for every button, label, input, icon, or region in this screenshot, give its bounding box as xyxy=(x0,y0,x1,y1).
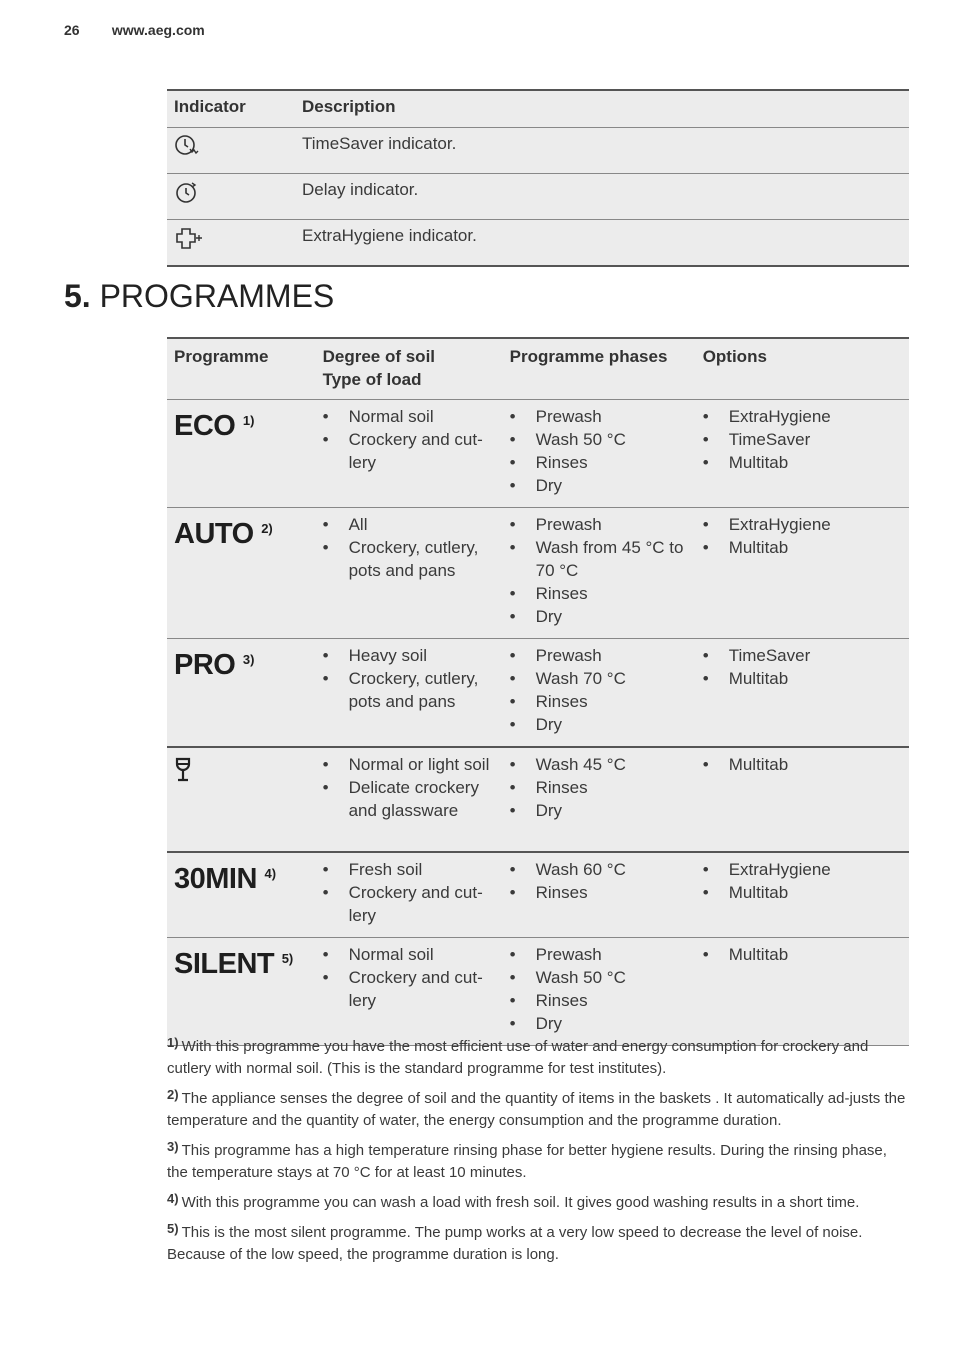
soil-list xyxy=(323,943,496,1012)
list-item: • ExtraHygiene xyxy=(703,858,902,881)
footnote: $^{4)}$ With this programme you can wash a load with fresh soil. It gives good washing results in a short time. xyxy=(167,1191,860,1211)
soil-list xyxy=(323,405,496,474)
section-number: 5. xyxy=(64,278,91,314)
list-item: • Heavy soil xyxy=(323,644,496,667)
soil-header: Degree of soil Type of load xyxy=(316,338,503,400)
list-item: • TimeSaver xyxy=(703,644,902,667)
list-item: • Multitab xyxy=(703,753,902,776)
page-header xyxy=(64,22,205,38)
phases-list xyxy=(510,858,689,904)
soil-list xyxy=(323,858,496,927)
list-item: • Dry xyxy=(510,799,689,822)
list-item: • Crockery and cut-lery xyxy=(323,881,496,927)
list-item: • Dry xyxy=(510,1012,689,1035)
list-item: • Fresh soil xyxy=(323,858,496,881)
table-row xyxy=(167,747,909,852)
indicator-table xyxy=(167,89,909,267)
list-item: • Wash 50 °C xyxy=(510,966,689,989)
phases-header: Programme phases xyxy=(503,338,696,400)
list-item: • Prewash xyxy=(510,644,689,667)
list-item: • TimeSaver xyxy=(703,428,902,451)
section-title-text: PROGRAMMES xyxy=(99,278,335,314)
list-item: • Multitab xyxy=(703,667,902,690)
table-row xyxy=(167,220,909,267)
list-item: • ExtraHygiene xyxy=(703,513,902,536)
table-row xyxy=(167,938,909,1046)
options-list xyxy=(703,943,902,966)
phases-list xyxy=(510,513,689,628)
phases-list xyxy=(510,753,689,822)
list-item: • Delicate crockery and glassware xyxy=(323,776,496,822)
list-item: • Wash 70 °C xyxy=(510,667,689,690)
list-item: • Crockery and cut-lery xyxy=(323,966,496,1012)
list-item: • Rinses xyxy=(510,989,689,1012)
table-row xyxy=(167,852,909,938)
delay-clock-icon xyxy=(174,180,288,206)
website: www.aeg.com xyxy=(111,22,205,38)
options-list xyxy=(703,513,902,559)
list-item: • Multitab xyxy=(703,881,902,904)
footnotes xyxy=(167,1032,911,1270)
programme-table xyxy=(167,337,909,1046)
soil-list xyxy=(323,513,496,582)
phases-list xyxy=(510,943,689,1035)
phases-list xyxy=(510,644,689,736)
list-item: • Crockery, cutlery, pots and pans xyxy=(323,536,496,582)
indicator-header: Indicator xyxy=(167,90,295,128)
programme-name: PRO $^{3)}$ xyxy=(174,649,255,681)
programme-name: SILENT $^{5)}$ xyxy=(174,948,294,980)
page-number: 26 xyxy=(64,22,80,38)
soil-list xyxy=(323,644,496,713)
soil-list xyxy=(323,753,496,822)
list-item: • Normal soil xyxy=(323,405,496,428)
list-item: • Multitab xyxy=(703,943,902,966)
list-item: • Dry xyxy=(510,713,689,736)
list-item: • Prewash xyxy=(510,943,689,966)
list-item: • Normal soil xyxy=(323,943,496,966)
timesaver-clock-icon xyxy=(174,134,288,160)
list-item: • Dry xyxy=(510,474,689,497)
list-item: • Rinses xyxy=(510,582,689,605)
list-item: • Multitab xyxy=(703,536,902,559)
options-list xyxy=(703,644,902,690)
list-item: • Wash from 45 °C to 70 °C xyxy=(510,536,689,582)
description-header: Description xyxy=(295,90,909,128)
glass-icon xyxy=(174,753,194,783)
list-item: • All xyxy=(323,513,496,536)
list-item: • Wash 45 °C xyxy=(510,753,689,776)
list-item: • Rinses xyxy=(510,881,689,904)
footnote: $^{1)}$ With this programme you have the most efficient use of water and energy consumption for crockery and cutlery with normal soil. (This is the standard programme for test institutes). xyxy=(167,1035,869,1077)
phases-list xyxy=(510,405,689,497)
options-header: Options xyxy=(696,338,909,400)
list-item: • Crockery, cutlery, pots and pans xyxy=(323,667,496,713)
table-row xyxy=(167,174,909,220)
options-list xyxy=(703,405,902,474)
programme-name: AUTO $^{2)}$ xyxy=(174,518,273,550)
list-item: • Rinses xyxy=(510,690,689,713)
indicator-description: TimeSaver indicator. xyxy=(295,128,909,174)
table-row xyxy=(167,400,909,508)
table-row xyxy=(167,128,909,174)
programme-name: 30MIN $^{4)}$ xyxy=(174,863,277,895)
list-item: • Rinses xyxy=(510,776,689,799)
list-item: • Crockery and cut-lery xyxy=(323,428,496,474)
options-list xyxy=(703,753,902,776)
options-list xyxy=(703,858,902,904)
section-title xyxy=(64,278,334,315)
extrahygiene-plus-icon xyxy=(174,226,288,252)
list-item: • Prewash xyxy=(510,405,689,428)
list-item: • Wash 50 °C xyxy=(510,428,689,451)
list-item: • ExtraHygiene xyxy=(703,405,902,428)
programme-header: Programme xyxy=(167,338,316,400)
list-item: • Dry xyxy=(510,605,689,628)
list-item: • Normal or light soil xyxy=(323,753,496,776)
list-item: • Wash 60 °C xyxy=(510,858,689,881)
list-item: • Prewash xyxy=(510,513,689,536)
table-row xyxy=(167,639,909,748)
list-item: • Multitab xyxy=(703,451,902,474)
table-row xyxy=(167,508,909,639)
programme-name: ECO $^{1)}$ xyxy=(174,410,255,442)
footnote: $^{2)}$ The appliance senses the degree of soil and the quantity of items in the baskets . It automatically ad-justs the temperature and the quantity of water, the energy consumption and the programme duration. xyxy=(167,1087,906,1129)
list-item: • Rinses xyxy=(510,451,689,474)
indicator-description: ExtraHygiene indicator. xyxy=(295,220,909,267)
footnote: $^{5)}$ This is the most silent programme. The pump works at a very low speed to decrease the level of noise. Because of the low speed, the programme duration is long. xyxy=(167,1221,863,1263)
footnote: $^{3)}$ This programme has a high temperature rinsing phase for better hygiene results. During the rinsing phase, the temperature stays at 70 °C for at least 10 minutes. xyxy=(167,1139,887,1181)
indicator-description: Delay indicator. xyxy=(295,174,909,220)
